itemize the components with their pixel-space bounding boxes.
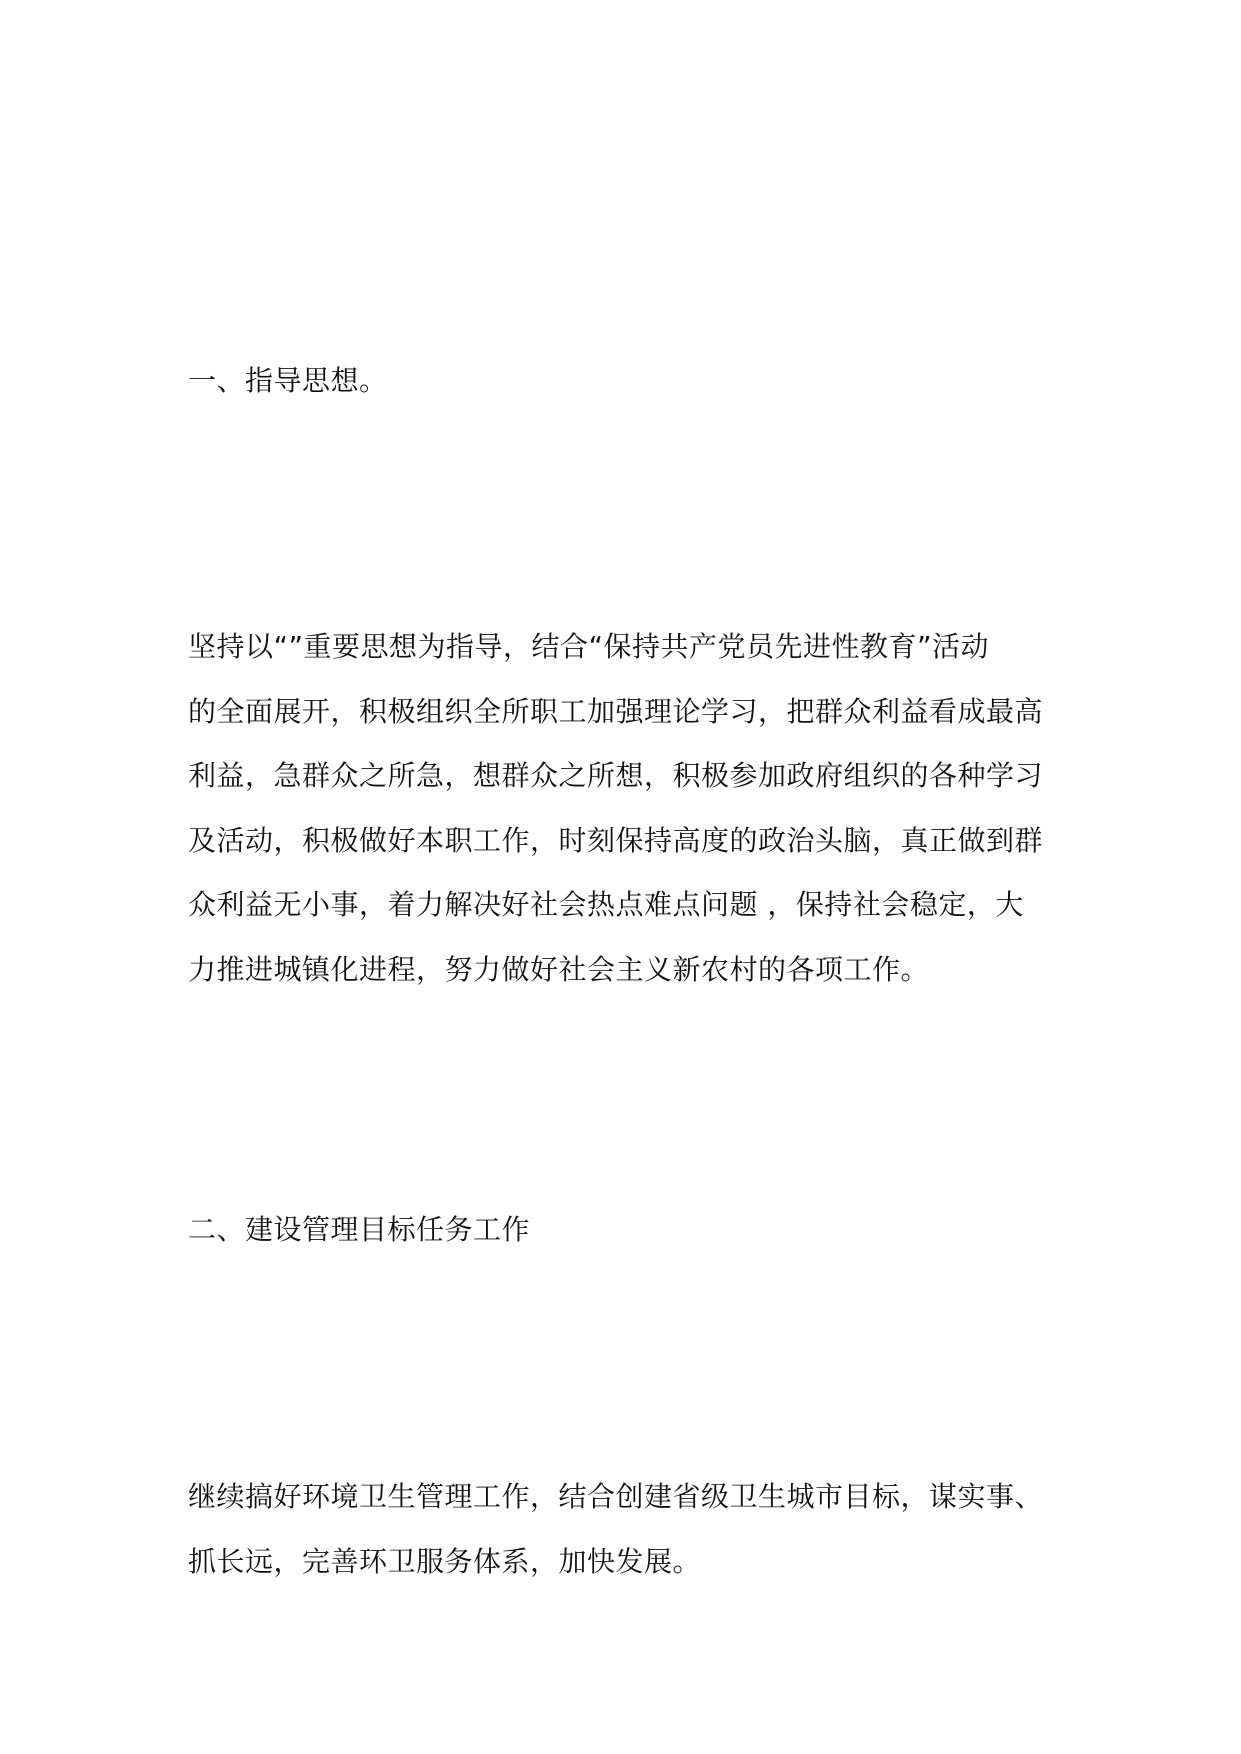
paragraph-line: 继续搞好环境卫生管理工作，结合创建省级卫生城市目标，谋实事、 <box>188 1480 1044 1513</box>
heading-text: 二、建设管理目标任务工作 <box>188 1213 531 1246</box>
section-paragraph-guiding-ideology <box>188 615 1078 1002</box>
paragraph-line: 抓长远，完善环卫服务体系，加快发展。 <box>188 1544 702 1578</box>
paragraph-line: 力推进城镇化进程，努力做好社会主义新农村的各项工作。 <box>188 952 930 986</box>
paragraph-line: 及活动，积极做好本职工作，时刻保持高度的政治头脑，真正做到群 <box>188 823 1044 857</box>
section-heading-construction-management <box>188 1198 1078 1263</box>
paragraph-line: 坚持以“”重要思想为指导，结合“保持共产党员先进性教育”活动 <box>188 630 990 663</box>
paragraph-line: 众利益无小事，着力解决好社会热点难点问题 ，保持社会稳定，大 <box>188 888 1024 921</box>
section-heading-guiding-ideology <box>188 349 1078 414</box>
heading-text: 一、指导思想。 <box>188 364 388 397</box>
paragraph-line: 利益，急群众之所急，想群众之所想，积极参加政府组织的各种学习 <box>188 759 1044 792</box>
paragraph-line: 的全面展开，积极组织全所职工加强理论学习，把群众利益看成最高 <box>188 694 1044 728</box>
section-paragraph-construction-management <box>188 1465 1078 1594</box>
